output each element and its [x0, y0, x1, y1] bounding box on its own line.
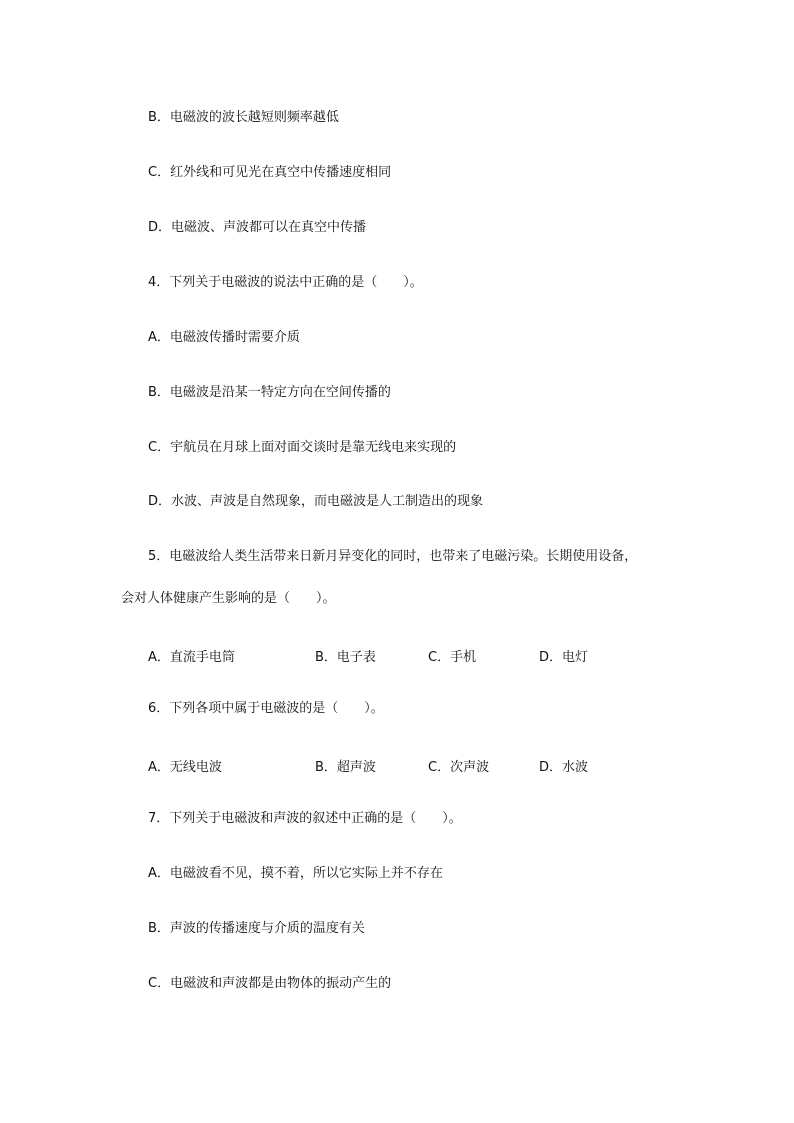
- q5-stem-line-1: 5．电磁波给人类生活带来日新月异变化的同时，也带来了电磁污染。长期使用设备，: [148, 549, 638, 564]
- q4-stem: 4．下列关于电磁波的说法中正确的是（ ）。: [148, 275, 423, 290]
- q5-option-c: C．手机: [428, 650, 477, 665]
- q3-option-d: D．电磁波、声波都可以在真空中传播: [148, 220, 367, 235]
- q5-option-d: D．电灯: [539, 650, 589, 665]
- q7-stem: 7．下列关于电磁波和声波的叙述中正确的是（ ）。: [148, 811, 462, 826]
- q6-option-d: D．水波: [539, 760, 589, 775]
- q4-option-d: D．水波、声波是自然现象，而电磁波是人工制造出的现象: [148, 494, 484, 509]
- q6-option-b: B．超声波: [315, 760, 376, 775]
- q3-option-c: C．红外线和可见光在真空中传播速度相同: [148, 165, 392, 180]
- q7-option-b: B．声波的传播速度与介质的温度有关: [148, 921, 365, 936]
- q5-option-a: A．直流手电筒: [148, 650, 235, 665]
- q4-option-c: C．宇航员在月球上面对面交谈时是靠无线电来实现的: [148, 440, 457, 455]
- q6-option-a: A．无线电波: [148, 760, 222, 775]
- q6-stem: 6．下列各项中属于电磁波的是（ ）。: [148, 701, 384, 716]
- q5-option-b: B．电子表: [315, 650, 376, 665]
- q7-option-c: C．电磁波和声波都是由物体的振动产生的: [148, 976, 392, 991]
- q7-option-a: A．电磁波看不见，摸不着，所以它实际上并不存在: [148, 866, 443, 881]
- q5-stem-line-2: 会对人体健康产生影响的是（ ）。: [121, 591, 336, 606]
- q4-option-a: A．电磁波传播时需要介质: [148, 330, 300, 345]
- q6-option-c: C．次声波: [428, 760, 490, 775]
- q4-option-b: B．电磁波是沿某一特定方向在空间传播的: [148, 385, 391, 400]
- q3-option-b: B．电磁波的波长越短则频率越低: [148, 110, 339, 125]
